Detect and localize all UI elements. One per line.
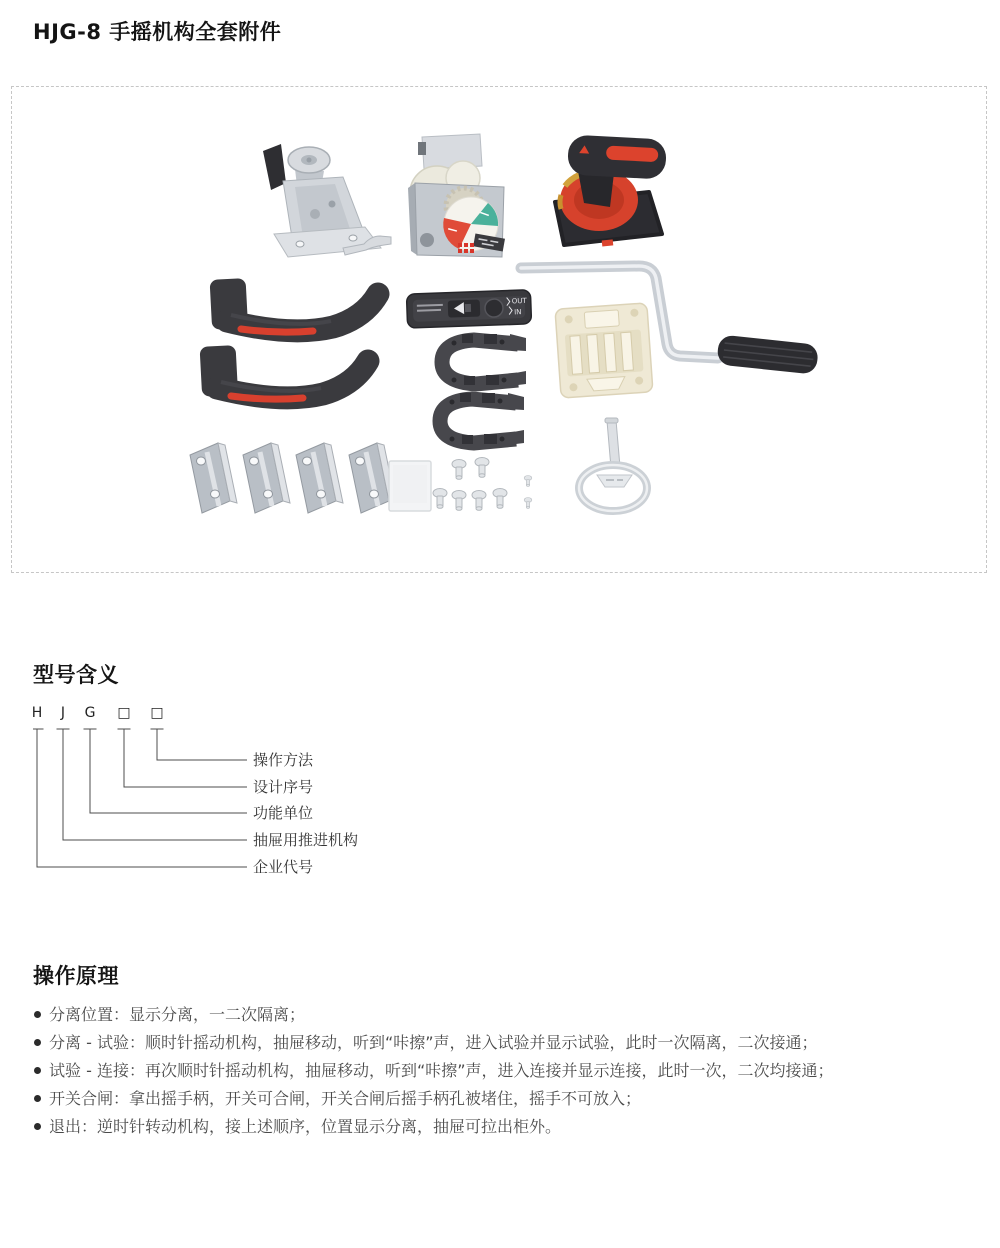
principle-item-text: 分离位置：显示分离，一二次隔离； xyxy=(49,1005,306,1024)
pull-handle-part xyxy=(210,278,378,332)
principle-item-text: 开关合闸：拿出摇手柄，开关可合闸，开关合闸后摇手柄孔被堵住，摇手不可放入； xyxy=(49,1089,642,1108)
principle-item xyxy=(33,1062,973,1079)
out-in-panel-part xyxy=(406,290,531,328)
angle-bracket-part xyxy=(296,443,343,513)
rotary-switch-part xyxy=(555,135,667,247)
lock-latch-bracket-part xyxy=(263,144,391,257)
out-label: OUT xyxy=(511,296,527,306)
principle-item-text: 退出：逆时针转动机构，接上述顺序，位置显示分离，抽屉可拉出柜外。 xyxy=(49,1117,562,1136)
model-code-diagram xyxy=(33,700,473,885)
principle-item xyxy=(33,1118,973,1135)
model-label-operation-method: 操作方法 xyxy=(253,751,314,769)
ivory-bracket-part xyxy=(555,303,653,398)
screws-part xyxy=(433,458,532,511)
principle-item-text: 分离 - 试验：顺时针摇动机构，抽屉移动，听到“咔擦”声，进入试验并显示试验，此时一次隔离，二次接通； xyxy=(49,1033,818,1052)
model-code-char: J xyxy=(60,705,66,721)
model-code-char: □ xyxy=(150,705,164,721)
model-code-char: □ xyxy=(117,705,131,721)
model-label-drawer-mechanism: 抽屉用推进机构 xyxy=(253,831,359,849)
product-parts-illustration xyxy=(12,87,986,572)
in-label: IN xyxy=(514,308,522,317)
page-title: HJG-8 手摇机构全套附件 xyxy=(33,20,282,44)
principle-item-text: 试验 - 连接：再次顺时针摇动机构，抽屉移动，听到“咔擦”声，进入连接并显示连接，此时一次，二次均接通； xyxy=(49,1061,834,1080)
bullet-icon xyxy=(34,1011,41,1018)
bullet-icon xyxy=(34,1067,41,1074)
angle-bracket-part xyxy=(190,443,237,513)
ring-key-part xyxy=(579,418,647,511)
model-meaning-heading: 型号含义 xyxy=(33,663,119,687)
principle-item xyxy=(33,1006,973,1023)
operation-principle-heading: 操作原理 xyxy=(33,964,119,988)
bullet-icon xyxy=(34,1095,41,1102)
bullet-icon xyxy=(34,1123,41,1130)
operation-principle-list xyxy=(33,1006,973,1146)
pull-handle-part xyxy=(200,345,368,399)
clear-plate-part xyxy=(389,461,431,511)
product-image-panel xyxy=(11,86,987,573)
principle-item xyxy=(33,1090,973,1107)
u-clip-part xyxy=(442,334,526,386)
gear-indicator-part xyxy=(408,134,505,257)
model-label-design-serial: 设计序号 xyxy=(253,778,314,796)
model-code-char: H xyxy=(31,705,43,721)
u-clip-part xyxy=(440,393,524,445)
bullet-icon xyxy=(34,1039,41,1046)
model-label-company-code: 企业代号 xyxy=(253,858,314,876)
model-code-char: G xyxy=(84,705,96,721)
model-label-function-unit: 功能单位 xyxy=(253,804,314,822)
angle-bracket-part xyxy=(243,443,290,513)
principle-item xyxy=(33,1034,973,1051)
